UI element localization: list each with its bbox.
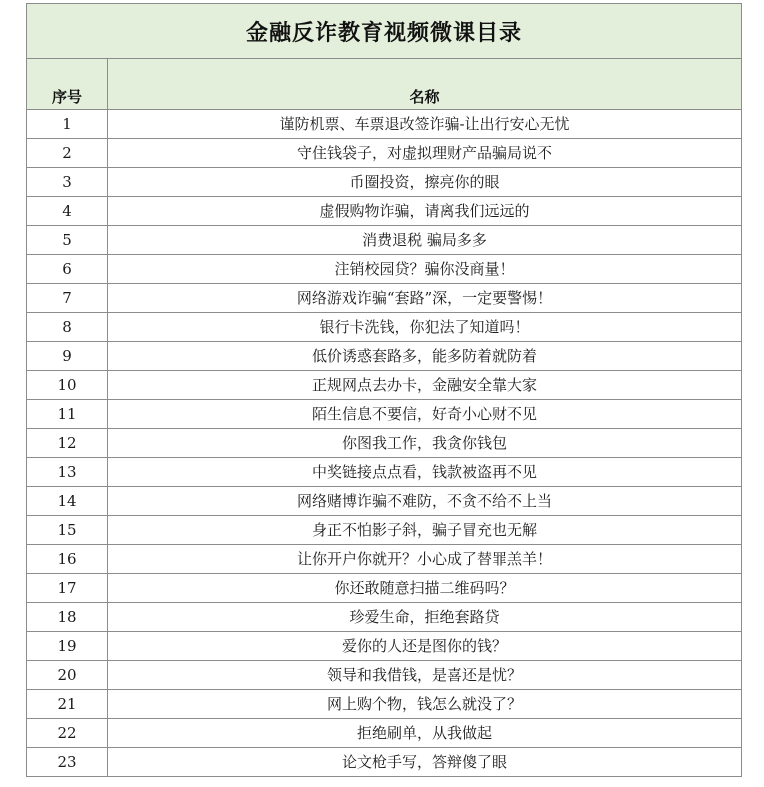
- table-row: [27, 632, 742, 661]
- table-row: [27, 313, 742, 342]
- row-title: 守住钱袋子，对虚拟理财产品骗局说不: [108, 139, 742, 168]
- row-number: 3: [27, 168, 108, 197]
- table-row: [27, 719, 742, 748]
- row-title: 币圈投资，擦亮你的眼: [108, 168, 742, 197]
- header-no: 序号: [27, 59, 108, 110]
- row-title: 让你开户你就开？小心成了替罪羔羊！: [108, 545, 742, 574]
- row-title: 中奖链接点点看，钱款被盗再不见: [108, 458, 742, 487]
- row-number: 8: [27, 313, 108, 342]
- table-title: 金融反诈教育视频微课目录: [27, 4, 742, 59]
- row-title: 银行卡洗钱，你犯法了知道吗！: [108, 313, 742, 342]
- row-number: 5: [27, 226, 108, 255]
- table-row: [27, 545, 742, 574]
- row-title: 谨防机票、车票退改签诈骗-让出行安心无忧: [108, 110, 742, 139]
- row-number: 18: [27, 603, 108, 632]
- row-number: 20: [27, 661, 108, 690]
- row-number: 21: [27, 690, 108, 719]
- row-title: 拒绝刷单，从我做起: [108, 719, 742, 748]
- table-row: [27, 226, 742, 255]
- table-row: [27, 458, 742, 487]
- row-title: 低价诱惑套路多，能多防着就防着: [108, 342, 742, 371]
- row-number: 13: [27, 458, 108, 487]
- row-title: 注销校园贷？骗你没商量！: [108, 255, 742, 284]
- row-number: 22: [27, 719, 108, 748]
- catalog-table: [26, 3, 742, 777]
- table-row: [27, 371, 742, 400]
- table-row: [27, 342, 742, 371]
- row-number: 11: [27, 400, 108, 429]
- row-number: 19: [27, 632, 108, 661]
- row-title: 正规网点去办卡，金融安全靠大家: [108, 371, 742, 400]
- row-title: 虚假购物诈骗，请离我们远远的: [108, 197, 742, 226]
- row-title: 爱你的人还是图你的钱？: [108, 632, 742, 661]
- row-title: 网络游戏诈骗“套路”深，一定要警惕！: [108, 284, 742, 313]
- table-body: [27, 110, 742, 777]
- table-row: [27, 400, 742, 429]
- row-title: 消费退税 骗局多多: [108, 226, 742, 255]
- row-number: 14: [27, 487, 108, 516]
- table-row: [27, 168, 742, 197]
- row-number: 15: [27, 516, 108, 545]
- row-title: 珍爱生命，拒绝套路贷: [108, 603, 742, 632]
- table-row: [27, 603, 742, 632]
- row-number: 9: [27, 342, 108, 371]
- table-row: [27, 748, 742, 777]
- catalog-sheet: [26, 3, 741, 777]
- row-number: 16: [27, 545, 108, 574]
- row-title: 网上购个物，钱怎么就没了？: [108, 690, 742, 719]
- row-number: 6: [27, 255, 108, 284]
- row-number: 17: [27, 574, 108, 603]
- row-number: 1: [27, 110, 108, 139]
- header-name: 名称: [108, 59, 742, 110]
- table-row: [27, 516, 742, 545]
- row-title: 网络赌博诈骗不难防，不贪不给不上当: [108, 487, 742, 516]
- row-number: 7: [27, 284, 108, 313]
- row-title: 论文枪手写，答辩傻了眼: [108, 748, 742, 777]
- table-row: [27, 661, 742, 690]
- row-title: 你图我工作，我贪你钱包: [108, 429, 742, 458]
- table-row: [27, 255, 742, 284]
- table-row: [27, 197, 742, 226]
- table-row: [27, 284, 742, 313]
- table-row: [27, 139, 742, 168]
- row-title: 你还敢随意扫描二维码吗？: [108, 574, 742, 603]
- table-row: [27, 690, 742, 719]
- table-row: [27, 429, 742, 458]
- row-title: 身正不怕影子斜，骗子冒充也无解: [108, 516, 742, 545]
- row-number: 10: [27, 371, 108, 400]
- row-number: 4: [27, 197, 108, 226]
- row-title: 领导和我借钱，是喜还是忧？: [108, 661, 742, 690]
- table-row: [27, 110, 742, 139]
- row-title: 陌生信息不要信，好奇小心财不见: [108, 400, 742, 429]
- row-number: 23: [27, 748, 108, 777]
- table-row: [27, 487, 742, 516]
- row-number: 12: [27, 429, 108, 458]
- table-row: [27, 574, 742, 603]
- row-number: 2: [27, 139, 108, 168]
